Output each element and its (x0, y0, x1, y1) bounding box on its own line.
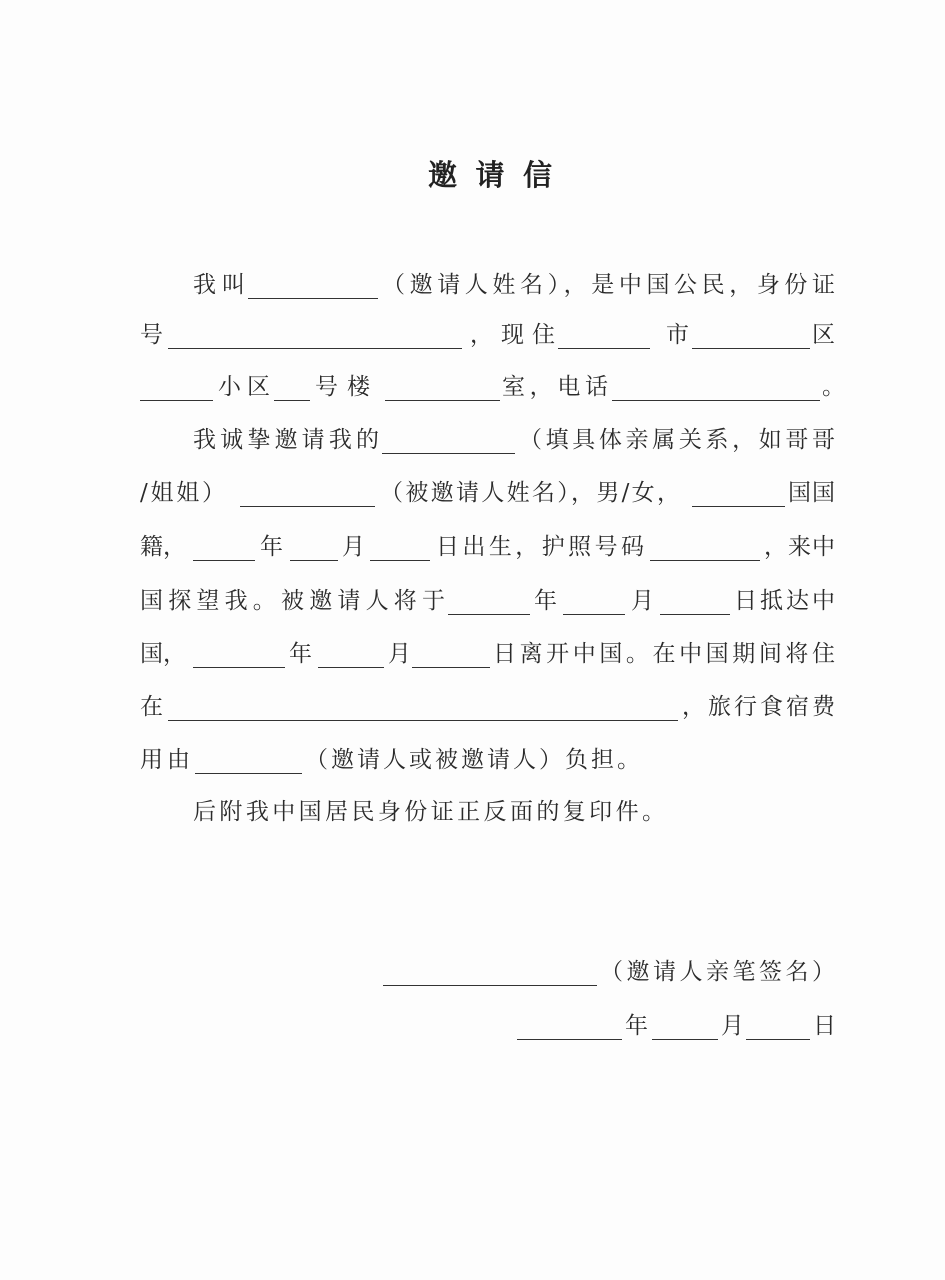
text: 月 (388, 641, 411, 667)
text: （邀请人或被邀请人）负担。 (305, 747, 640, 773)
text: 号 (140, 322, 163, 348)
arrival-day-blank[interactable] (660, 587, 730, 615)
passport-number-blank[interactable] (650, 533, 760, 561)
invitee-name-blank[interactable] (240, 479, 375, 507)
text: /姐姐） (140, 480, 225, 506)
text: ，来中 (764, 534, 835, 560)
building-blank[interactable] (274, 373, 310, 401)
text: 。 (822, 374, 845, 400)
community-blank[interactable] (140, 373, 213, 401)
year-label: 年 (625, 1013, 648, 1039)
arrival-year-blank[interactable] (448, 587, 530, 615)
text: （邀请人姓名），是中国公民，身份证 (382, 272, 835, 298)
text: 月 (631, 588, 654, 614)
city-blank[interactable] (558, 321, 650, 349)
text: （填具体亲属关系，如哥哥 (519, 427, 835, 453)
inviter-name-blank[interactable] (248, 271, 378, 299)
text: 我叫 (193, 272, 245, 298)
text: 日出生，护照号码 (436, 534, 644, 560)
birth-year-blank[interactable] (193, 533, 255, 561)
text: 籍， (140, 534, 186, 560)
arrival-month-blank[interactable] (563, 587, 625, 615)
departure-year-blank[interactable] (193, 640, 285, 668)
nationality-blank[interactable] (692, 479, 785, 507)
text: ，旅行食宿费 (682, 694, 835, 720)
text: 区 (812, 322, 835, 348)
text: 年 (534, 588, 557, 614)
text: 国， (140, 641, 186, 667)
text: 国探望我。被邀请人将于 (140, 588, 445, 614)
id-number-blank[interactable] (168, 321, 462, 349)
sign-month-blank[interactable] (652, 1012, 718, 1040)
text: 在 (140, 694, 163, 720)
sign-year-blank[interactable] (517, 1012, 622, 1040)
document-title: 邀请信 (428, 158, 552, 192)
signature-label: （邀请人亲笔签名） (600, 959, 835, 985)
text: 国国 (788, 480, 835, 506)
day-label: 日 (813, 1013, 836, 1039)
signature-blank[interactable] (383, 958, 597, 986)
sign-day-blank[interactable] (746, 1012, 810, 1040)
text: 年 (260, 534, 283, 560)
expense-payer-blank[interactable] (195, 746, 302, 774)
departure-month-blank[interactable] (318, 640, 384, 668)
text: 用由 (140, 747, 190, 773)
text: 市 (666, 322, 689, 348)
relationship-blank[interactable] (382, 426, 515, 454)
text: 我诚挚邀请我的 (193, 427, 379, 453)
text: （被邀请人姓名），男/女， (380, 480, 680, 506)
address-blank[interactable] (168, 693, 678, 721)
district-blank[interactable] (692, 321, 810, 349)
text: 日抵达中 (734, 588, 835, 614)
text: ，现住 (470, 322, 555, 348)
departure-day-blank[interactable] (412, 640, 490, 668)
phone-blank[interactable] (612, 373, 820, 401)
text: 号楼 (315, 374, 370, 400)
birth-day-blank[interactable] (370, 533, 430, 561)
text: 年 (289, 641, 312, 667)
birth-month-blank[interactable] (290, 533, 338, 561)
month-label: 月 (721, 1013, 744, 1039)
text: 小区 (218, 374, 270, 400)
text: 后附我中国居民身份证正反面的复印件。 (193, 799, 665, 825)
text: 日离开中国。在中国期间将住 (493, 641, 835, 667)
text: 月 (342, 534, 365, 560)
room-blank[interactable] (385, 373, 500, 401)
text: 室，电话 (502, 374, 608, 400)
